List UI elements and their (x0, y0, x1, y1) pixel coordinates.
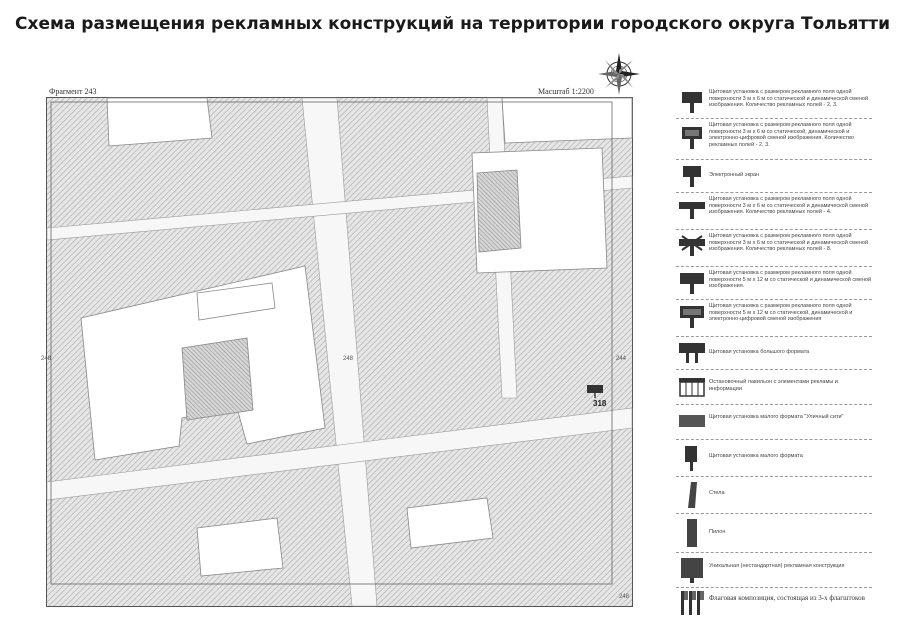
sheet-number-east: 244 (616, 356, 627, 362)
large-format-icon (678, 341, 706, 365)
billboard-icon (678, 90, 706, 114)
legend-item: Электронный экран (676, 160, 872, 193)
small-format-icon (678, 444, 706, 472)
legend-item: Стела (676, 477, 872, 514)
scale-label: Масштаб 1:2200 (538, 87, 594, 96)
billboard-four-sides-icon (678, 199, 706, 221)
electronic-screen-icon (678, 164, 706, 188)
billboard-large-digital-icon (678, 304, 706, 330)
legend-item: Щитовая установка малого формата "Уличный сити" (676, 405, 872, 440)
legend-item: Щитовая установка большого формата (676, 337, 872, 370)
object-number: 318 (593, 399, 607, 408)
fragment-label: Фрагмент 243 (49, 87, 97, 96)
legend-item: Щитовая установка с размером рекламного поля одной поверхности 3 м х 6 м со статической и динамической сменой изображения. Количество рекламных полей - 8. (676, 230, 872, 267)
map-view[interactable] (41, 97, 633, 607)
legend-item: Щитовая установка с размером рекламного поля одной поверхности 5 м х 12 м со статической и динамической сменой изображения. (676, 267, 872, 300)
city-format-icon (678, 413, 706, 431)
legend-item: Пилон (676, 514, 872, 553)
sheet-number-south: 248 (619, 594, 630, 600)
legend-item: Щитовая установка малого формата (676, 440, 872, 477)
legend-item: Щитовая установка с размером рекламного поля одной поверхности 3 м х 6 м со статической и динамической сменой изображения. Количество рекламных полей - 4. (676, 193, 872, 230)
legend-item: Щитовая установка с размером рекламного поля одной поверхности 5 м х 12 м со статической, динамической и электронно-цифровой сменой изображения (676, 300, 872, 337)
legend-item: Флаговая композиция, состоящая из 3-х флагштоков (676, 588, 872, 618)
sheet-number-center: 248 (343, 356, 354, 362)
billboard-eight-sides-icon (678, 236, 706, 258)
flag-composition-icon (678, 590, 706, 616)
legend-item: Щитовая установка с размером рекламного поля одной поверхности 3 м х 6 м со статической и динамической сменой изображения. Количество рекламных полей - 2, 3. (676, 86, 872, 119)
unique-construction-icon (678, 556, 706, 584)
legend-item: Щитовая установка с размером рекламного поля одной поверхности 3 м х 6 м со статической, динамической и электронно-цифровой сменой изображения. Количество рекламных полей - 2, 3. (676, 119, 872, 160)
billboard-digital-icon (678, 125, 706, 151)
legend-item: Уникальная (нестандартная) рекламная конструкция (676, 553, 872, 588)
page-title: Схема размещения рекламных конструкций на территории городского округа Тольятти (15, 14, 890, 34)
stela-icon (678, 480, 706, 510)
map-canvas (41, 98, 632, 606)
sheet-number-west: 248 (41, 356, 52, 362)
compass-rose-icon (597, 52, 641, 96)
legend-item: Остановочный павильон с элементами рекламы и информации (676, 370, 872, 405)
billboard-large-icon (678, 271, 706, 295)
pavilion-icon (678, 376, 706, 398)
pylon-icon (678, 517, 706, 549)
